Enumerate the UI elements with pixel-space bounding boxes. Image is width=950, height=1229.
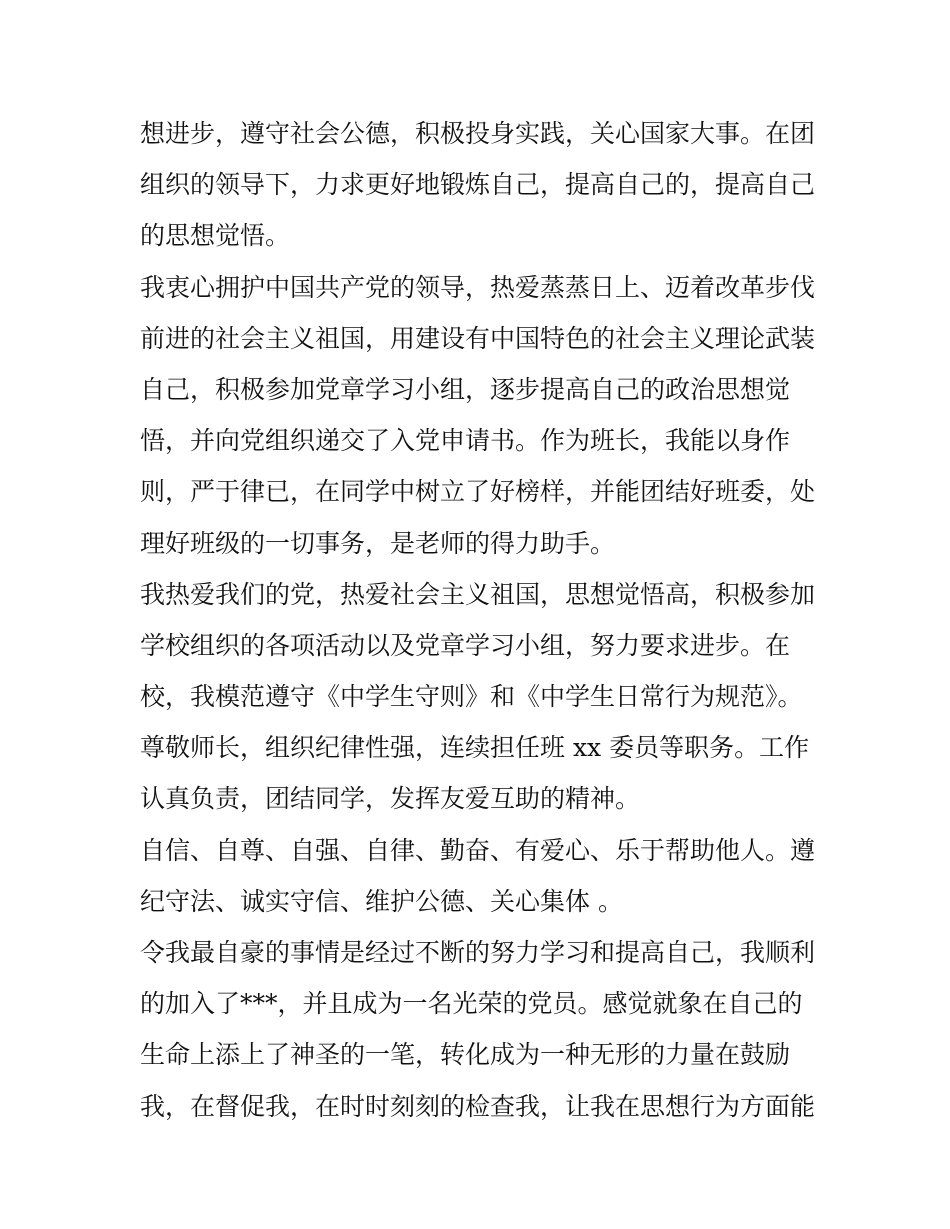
text-line: 的思想觉悟。 — [140, 221, 291, 251]
text-line: 我衷心拥护中国共产党的领导，热爱蒸蒸日上、迈着改革步伐 — [140, 272, 816, 302]
text-line: 的加入了***，并且成为一名光荣的党员。感觉就象在自己的 — [140, 989, 803, 1019]
text-line: 自己，积极参加党章学习小组，逐步提高自己的政治思想觉 — [140, 374, 791, 404]
text-line: 悟，并向党组织递交了入党申请书。作为班长，我能以身作 — [140, 426, 791, 456]
document-body — [140, 108, 820, 1132]
text-line: 纪守法、诚实守信、维护公德、关心集体 。 — [140, 886, 623, 916]
text-line: 我热爱我们的党，热爱社会主义祖国，思想觉悟高，积极参加 — [140, 579, 816, 609]
text-line: 自信、自尊、自强、自律、勤奋、有爱心、乐于帮助他人。遵 — [140, 835, 816, 865]
text-line: 想进步，遵守社会公德，积极投身实践，关心国家大事。在团 — [140, 119, 816, 148]
text-line: 认真负责，团结同学，发挥友爱互助的精神。 — [140, 784, 641, 814]
text-line: 理好班级的一切事务，是老师的得力助手。 — [140, 528, 616, 558]
text-line: 组织的领导下，力求更好地锻炼自己，提高自己的，提高自己 — [140, 170, 816, 200]
text-line: 令我最自豪的事情是经过不断的努力学习和提高自己，我顺利 — [140, 938, 816, 967]
text-line: 校，我模范遵守《中学生守则》和《中学生日常行为规范》。 — [140, 682, 803, 712]
text-line: 生命上添上了神圣的一笔，转化成为一种无形的力量在鼓励 — [140, 1040, 791, 1070]
text-line: 则，严于律已，在同学中树立了好榜样，并能团结好班委，处 — [140, 477, 816, 507]
text-line: 前进的社会主义祖国，用建设有中国特色的社会主义理论武装 — [140, 323, 816, 353]
text-line: 尊敬师长，组织纪律性强，连续担任班 xx 委员等职务。工作 — [140, 733, 810, 763]
text-line: 学校组织的各项活动以及党章学习小组，努力要求进步。在 — [140, 630, 791, 660]
text-line: 我，在督促我，在时时刻刻的检查我，让我在思想行为方面能 — [140, 1091, 816, 1121]
